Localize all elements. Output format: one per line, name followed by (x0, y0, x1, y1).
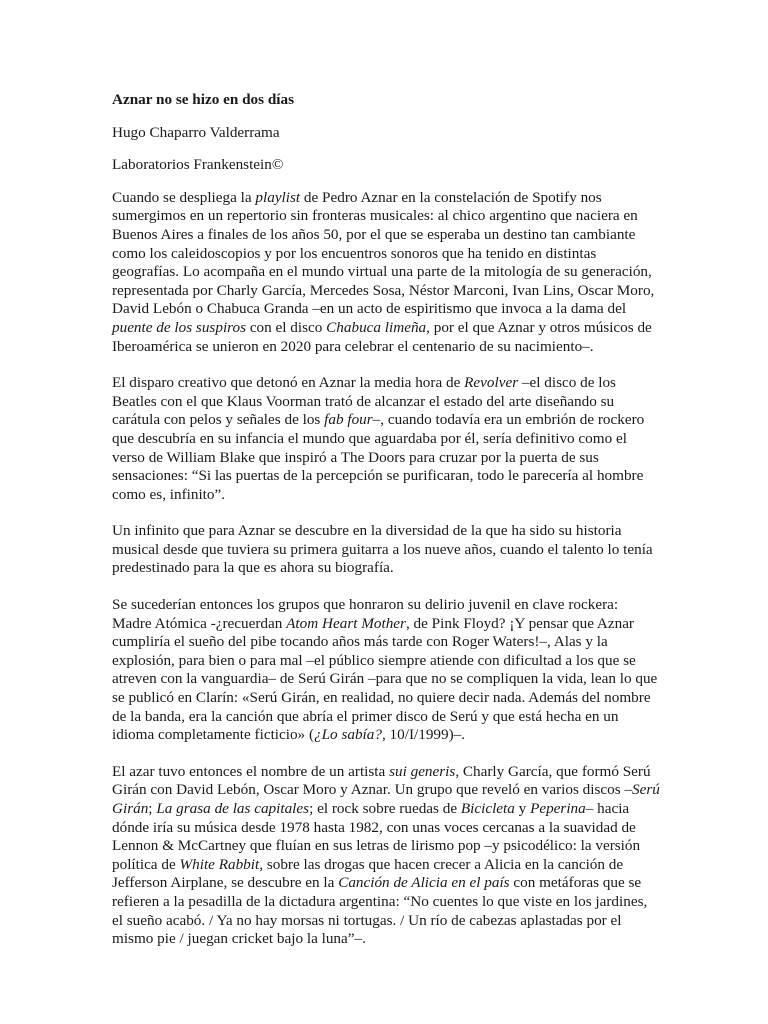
italic-text: Chabuca limeña (326, 318, 427, 336)
body-paragraph (112, 763, 660, 949)
paragraph-text: , sobre las drogas que hacen crecer a Alicia en la canción de Jefferson Airplane, se descubre en la (112, 855, 624, 892)
italic-text: Canción de Alicia en el país (338, 874, 510, 892)
paragraph-text: con el disco (246, 318, 327, 336)
italic-text: White Rabbit (179, 855, 260, 873)
article-source: Laboratorios Frankenstein© (112, 156, 284, 174)
paragraph-text: , por el que Aznar y otros músicos de Iberoamérica se unieron en 2020 para celebrar el centenario de su nacimiento–. (112, 318, 652, 355)
article-paragraphs (112, 189, 660, 949)
italic-text: ¿Lo sabía? (314, 726, 382, 744)
paragraph-text: Se sucederían entonces los grupos que honraron su delirio juvenil en clave rockera: Madre Atómica -¿recuerdan (112, 596, 619, 632)
document-body (112, 91, 660, 967)
paragraph-text: , de Pink Floyd? ¡Y pensar que Aznar cumpliría el sueño del pibe tocando años más tarde con Roger Waters!–, Alas y la explosión, para bien o para mal –el público siempre atiende con dificultad a los que se atreven con la vanguardia– de Serú Girán –para que no se compliquen la vida, lean lo que se publicó en Clarín: «Serú Girán, en realidad, no quiere decir nada. Además del nombre de la banda, era la canción que abría el primer disco de Serú y que está hecha en un idioma completamente ficticio» ( (112, 614, 658, 744)
body-paragraph (112, 522, 660, 578)
italic-text: Bicicleta (460, 800, 515, 817)
italic-text: Peperina (530, 800, 586, 817)
paragraph-text: , 10/I/1999)–. (381, 726, 466, 744)
paragraph-text: y (514, 800, 531, 817)
paragraph-text: Cuando se despliega la (112, 188, 256, 206)
paragraph-text: , Charly García, que formó Serú Girán con David Lebón, Oscar Moro y Aznar. Un grupo que reveló en varios discos – (112, 762, 651, 799)
italic-text: La grasa de las capitales (156, 800, 310, 817)
paragraph-text: Un infinito que para Aznar se descubre en la diversidad de la que ha sido su historia musical desde que tuviera su primera guitarra a los nueve años, cuando el talento lo tenía predestinado para la que es ahora su biografía. (112, 522, 653, 577)
italic-text: Serú Girán (112, 781, 660, 817)
italic-text: Atom Heart Mother (286, 614, 406, 632)
paragraph-text: El disparo creativo que detonó en Aznar la media hora de (112, 374, 465, 392)
article-title: Aznar no se hizo en dos días (112, 91, 294, 108)
body-paragraph (112, 189, 660, 356)
paragraph-text: El azar tuvo entonces el nombre de un artista (112, 762, 390, 780)
italic-text: Revolver (464, 374, 519, 392)
paragraph-text: –el disco de los Beatles con el que Klaus Voorman trató de alcanzar el estado del arte diseñando su carátula con pelos y señales de los (112, 374, 616, 429)
paragraph-text: ; (148, 800, 157, 817)
body-paragraph (112, 374, 660, 504)
paragraph-text: –, cuando todavía era un embrión de rockero que descubría en su infancia el mundo que aguardaba por él, sería definitivo como el verso de William Blake que inspiró a The Doors para cruzar por la puerta de sus sensaciones: “Si las puertas de la percepción se purificaran, todo le parecería al hombre como es, infinito”. (112, 411, 645, 503)
italic-text: puente de los suspiros (112, 318, 247, 336)
paragraph-text: con metáforas que se refieren a la pesadilla de la dictadura argentina: “No cuentes lo que viste en los jardines, el sueño acabó. / Ya no hay morsas ni tortugas. / Un río de cabezas aplastadas por el mismo pie / juegan cricket bajo la luna”–. (112, 874, 648, 948)
paragraph-text: de Pedro Aznar en la constelación de Spotify nos sumergimos en un repertorio sin fronteras musicales: al chico argentino que naciera en Buenos Aires a finales de los años 50, por el que se esperaba un destino tan cambiante como los caleidoscopios y por los encuentros sonoros que ha tenido en distintas geografías. Lo acompaña en el mundo virtual una parte de la mitología de su generación, representada por Charly García, Mercedes Sosa, Néstor Marconi, Ivan Lins, Oscar Moro, David Lebón o Chabuca Granda –en un acto de espiritismo que invoca a la dama del (112, 188, 655, 318)
italic-text: playlist (255, 188, 301, 206)
paragraph-text: ; el rock sobre ruedas de (309, 800, 461, 817)
body-paragraph (112, 596, 660, 745)
italic-text: sui generis (389, 762, 456, 780)
article-author: Hugo Chaparro Valderrama (112, 123, 280, 141)
italic-text: fab four (324, 411, 373, 429)
paragraph-text: – hacia dónde iría su música desde 1978 hasta 1982, con unas voces cercanas a la suavidad de Lennon & McCartney que fluían en sus letras de lirismo pop –y psicodélico: la versión política de (112, 800, 641, 873)
